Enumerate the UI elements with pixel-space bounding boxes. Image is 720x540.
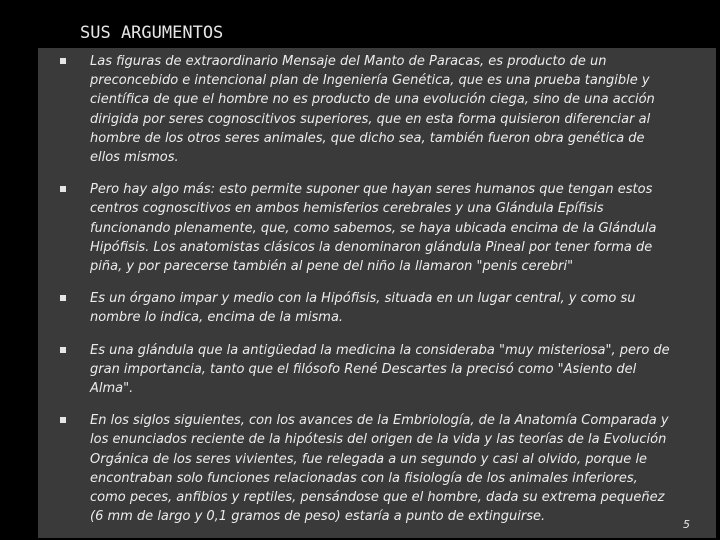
bullet-text: Pero hay algo más: esto permite suponer que hayan seres humanos que tengan estos centros cognoscitivos en ambos hemisferios cerebrales y una Glándula Epífisis funcionando plenamente, que, como sabemos, se haya ubicada encima de la Glándula Hipófisis. Los anatomistas clásicos la denominaron glándula Pineal por tener forma de piña, y por parecerse también al pene del niño la llamaron "penis cerebri" — [90, 182, 657, 275]
square-bullet-icon — [60, 186, 66, 192]
bullet-text: Es un órgano impar y medio con la Hipófisis, situada en un lugar central, y como su nombre lo indica, encima de la misma. — [90, 291, 636, 326]
bullet-item — [60, 52, 676, 167]
bullet-item — [60, 289, 676, 327]
bullet-item — [60, 341, 676, 399]
page-number: 5 — [683, 518, 690, 531]
bullet-list — [60, 52, 676, 526]
square-bullet-icon — [60, 347, 66, 353]
bullet-item — [60, 411, 676, 526]
bullet-item — [60, 180, 676, 276]
square-bullet-icon — [60, 417, 66, 423]
bullet-text: En los siglos siguientes, con los avances de la Embriología, de la Anatomía Comparada y los enunciados reciente de la hipótesis del origen de la vida y las teorías de la Evolución Orgánica de los seres vivientes, fue relegada a un segundo y casi al olvido, porque le encontraban solo funciones relacionadas con la fisiología de los animales inferiores, como peces, anfibios y reptiles, pensándose que el hombre, dada su extrema pequeñez (6 mm de largo y 0,1 gramos de peso) estaría a punto de extinguirse. — [90, 413, 669, 525]
slide-title: SUS ARGUMENTOS — [80, 23, 224, 43]
accent-bar — [18, 52, 28, 82]
square-bullet-icon — [60, 58, 66, 64]
bullet-text: Es una glándula que la antigüedad la medicina la consideraba "muy misteriosa", pero de gran importancia, tanto que el filósofo René Descartes la precisó como "Asiento del Alma". — [90, 342, 670, 397]
accent-bar-small — [18, 86, 28, 96]
bullet-text: Las figuras de extraordinario Mensaje del Manto de Paracas, es producto de un preconcebido e intencional plan de Ingeniería Genética, que es una prueba tangible y científica de que el hombre no es producto de una evolución ciega, sino de una acción dirigida por seres cognoscitivos superiores, que en esta forma quisieron diferenciar al hombre de los otros seres animales, que dicho sea, también fueron obra genética de ellos mismos. — [90, 54, 655, 166]
square-bullet-icon — [60, 295, 66, 301]
